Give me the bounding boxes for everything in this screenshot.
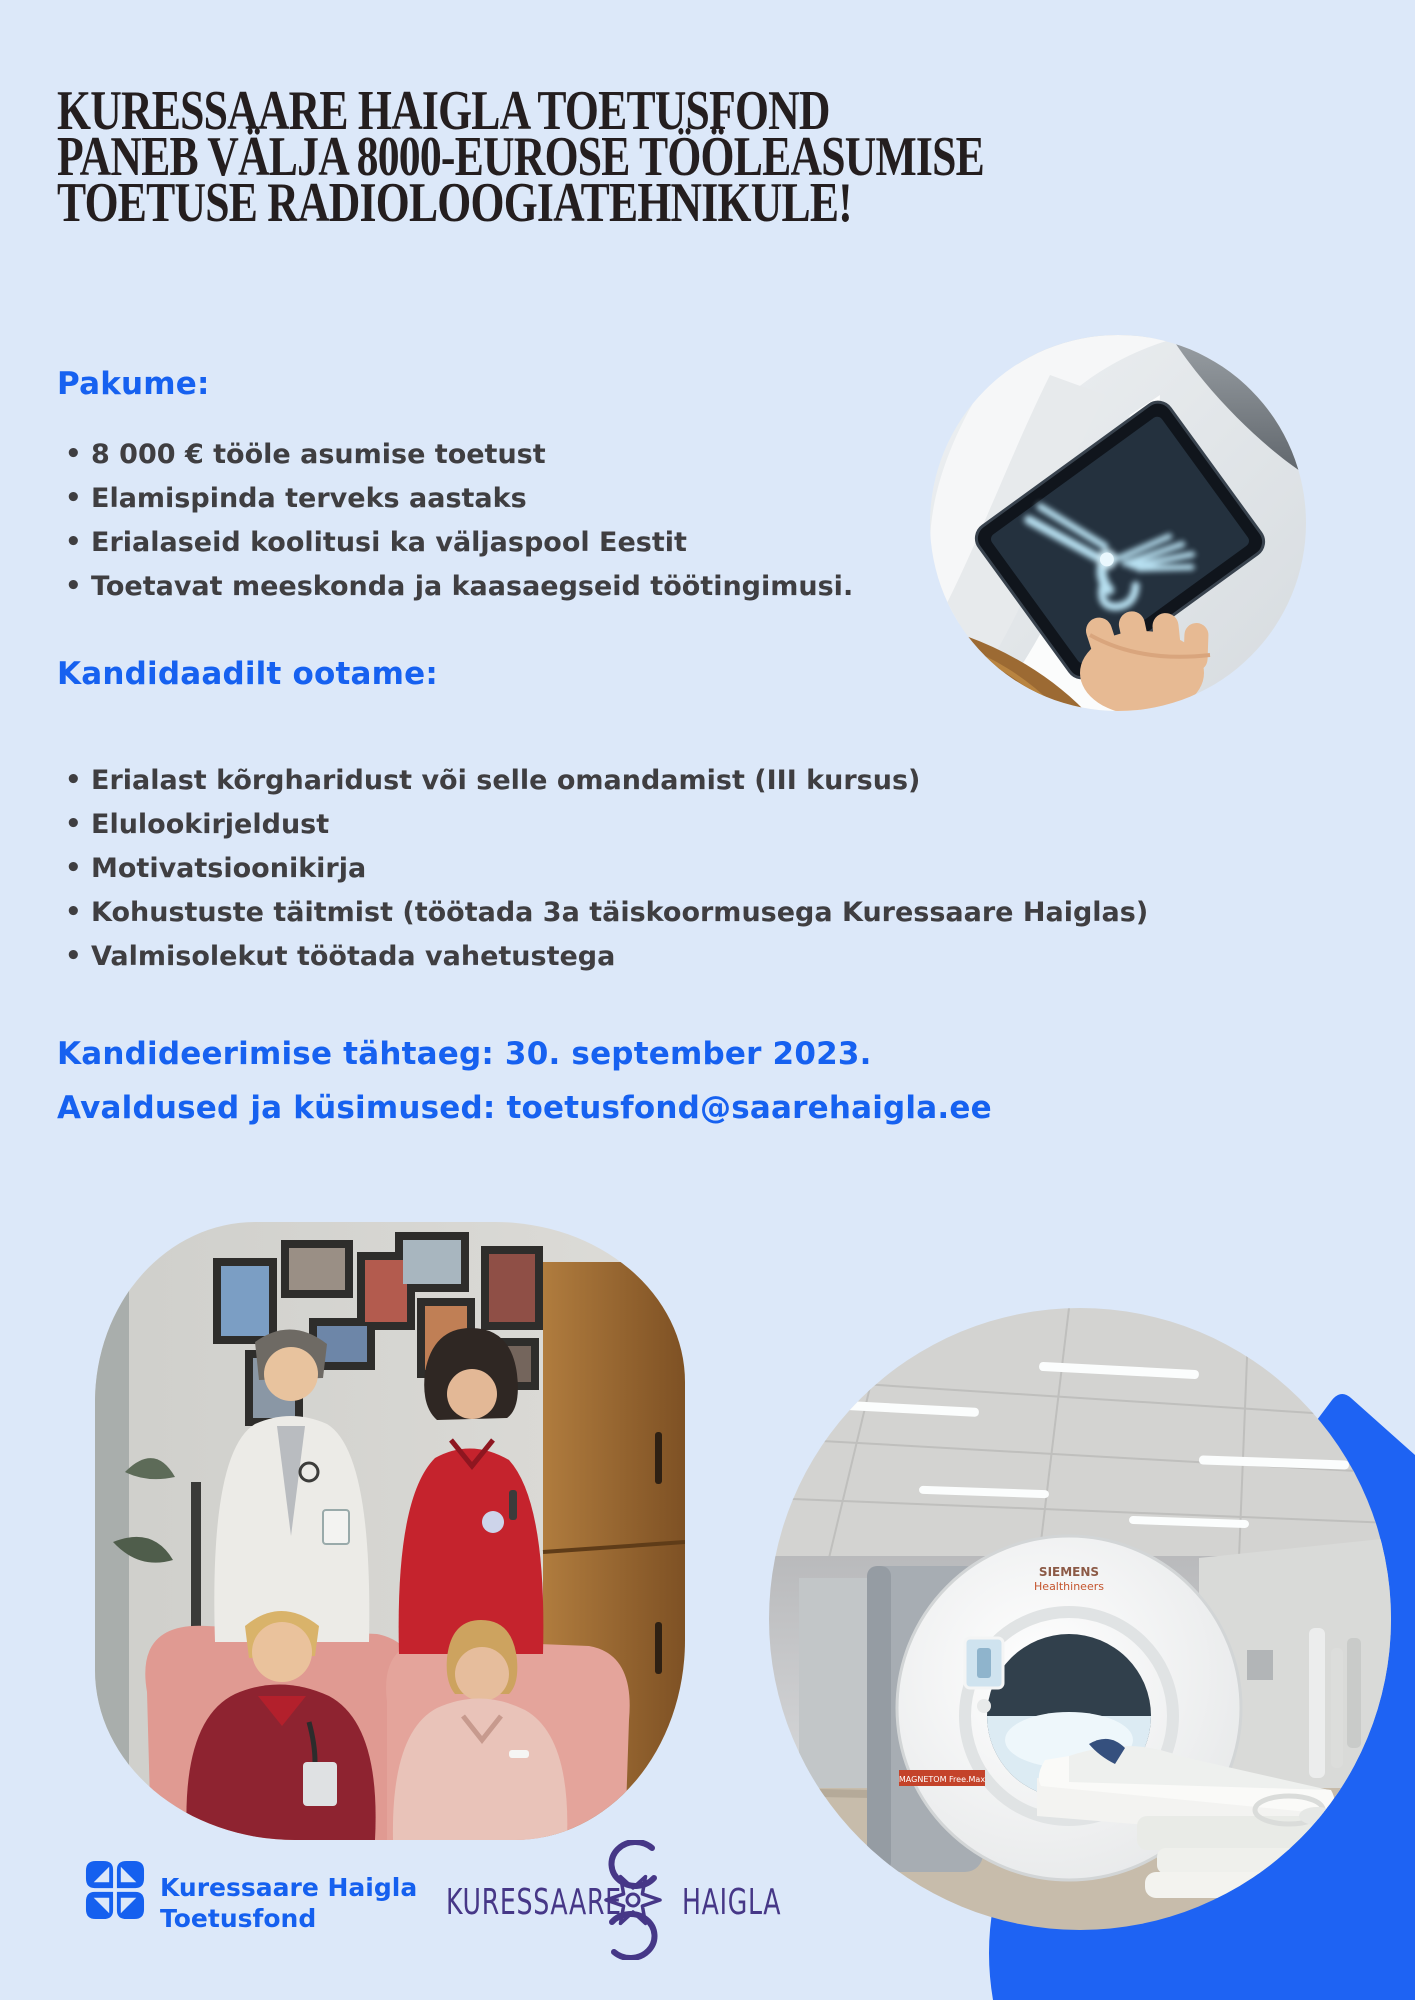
offer-list [57, 440, 853, 616]
list-item: • Erialast kõrgharidust või selle omandamist (III kursus) [57, 766, 1148, 795]
list-item: • Elamispinda terveks aastaks [57, 484, 853, 513]
mri-photo-graphic [769, 1308, 1391, 1930]
page-title [57, 80, 1245, 234]
list-item: • Erialaseid koolitusi ka väljaspool Eestit [57, 528, 853, 557]
deadline-text: Kandideerimise tähtaeg: 30. september 2023. [57, 1036, 872, 1072]
list-item: • 8 000 € tööle asumise toetust [57, 440, 853, 469]
list-item: • Toetavat meeskonda ja kaasaegseid töötingimusi. [57, 572, 853, 601]
mri-brand-siemens: SIEMENS [1038, 1565, 1100, 1579]
title-line-3: TOETUSE RADIOLOOGIATEHNIKULE! [57, 172, 852, 234]
team-photo-graphic [95, 1222, 685, 1840]
mri-model-label: MAGNETOM Free.Max [898, 1775, 986, 1784]
offer-heading: Pakume: [57, 366, 210, 402]
photo-mri-scanner [769, 1308, 1391, 1930]
expectations-list [57, 766, 1148, 986]
fund-logo-icon [85, 1860, 145, 1920]
fund-logo-text [160, 1872, 417, 1934]
contact-text: Avaldused ja küsimused: toetusfond@saarehaigla.ee [57, 1090, 992, 1126]
hospital-logo-text-left: KURESSAARE [446, 1882, 622, 1923]
photo-radiology-team [95, 1222, 685, 1840]
expectations-heading: Kandidaadilt ootame: [57, 656, 438, 692]
hospital-logo-text-right: HAIGLA [682, 1882, 782, 1923]
photo-xray-tablet [930, 335, 1306, 711]
list-item: • Motivatsioonikirja [57, 854, 1148, 883]
list-item: • Elulookirjeldust [57, 810, 1148, 839]
title-line-2: PANEB VÄLJA 8000-EUROSE TÖÖLEASUMISE [57, 126, 985, 188]
list-item: • Kohustuste täitmist (töötada 3a täiskoormusega Kuressaare Haiglas) [57, 898, 1148, 927]
fund-logo-line1: Kuressaare Haigla [160, 1873, 418, 1902]
title-line-1: KURESSAARE HAIGLA TOETUSFOND [57, 80, 830, 142]
fund-logo-line2: Toetusfond [160, 1904, 317, 1933]
xray-photo-graphic [930, 335, 1306, 711]
mri-brand-healthineers: Healthineers [1034, 1580, 1104, 1593]
hospital-logo-icon [590, 1840, 676, 1960]
list-item: • Valmisolekut töötada vahetustega [57, 942, 1148, 971]
